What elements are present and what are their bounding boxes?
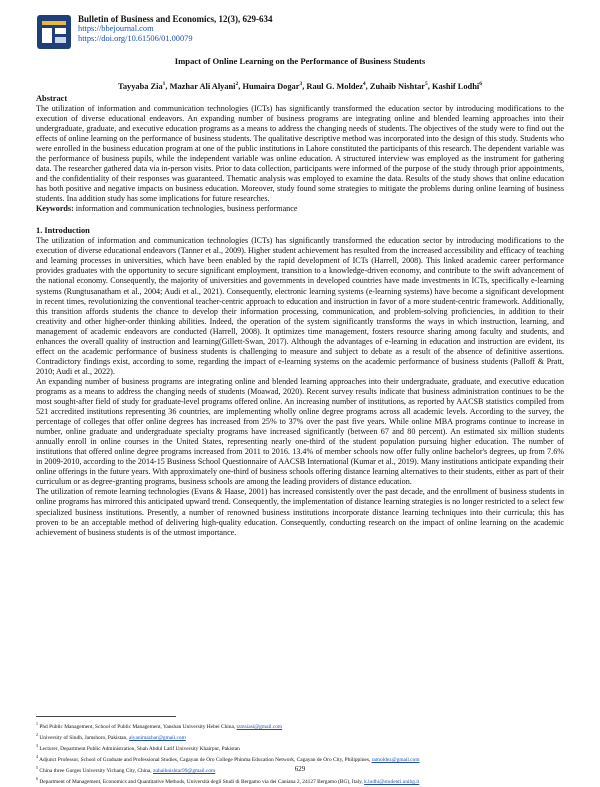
footnote: $^6$ Department of Management, Economics and Quantitative Methods, Università degli Studi di Bergamo via dei Caniana 2, 24127 Bergamo (BG), Italy, k.lodhi@studenti.unibg.it (36, 776, 420, 786)
introduction-heading: 1. Introduction (36, 226, 90, 236)
footnote: $^4$ Adjunct Professor, School of Graduate and Professional Studies, Cagayan de Oro College Phinma Education Network, Cagayan de Oro City, Philippines, ramoldez@gmail.com (36, 754, 420, 764)
intro-paragraph-3: The utilization of remote learning technologies (Evans & Haase, 2001) has increased consistently over the past decade, and the enrollment of business students in online programs has mirrored this anticipated upward trend. Consequently, the implementation of distance learning strategies is no longer restricted to a select few specialized business institutions. Presently, a number of renowned business institutions incorporate distance learning techniques into their curricula; this has proven to be an acceptable method of delivering high-quality education. Consequently, conducting research on the impact of online learning on the academic achievement of business students is of the utmost importance. (36, 487, 564, 537)
abstract-text: The utilization of information and communication technologies (ICTs) has significantly transformed the education sector by introducing modifications to the execution of diverse educational endeavors. An expanding number of business programs are integrating online and blended learning approaches into their undergraduate, graduate, and executive education programs as a means to address the changing needs of students. The objectives of the study were to find out the effects of online learning on the performance of business students. The qualitative descriptive method was incorporated into the design of this study. Students who were enrolled in the business education program at one of the public institutions in Lahore constituted the participants of this research. The dependent variable was the performance of business pupils, while the independent variable was online education. A structured interview was employed as the instrument for gathering data. The researcher gathered data via in-person visits. Prior to data collection, participants were informed of the purpose of the study through prior appointments, and the confidentiality of their responses was guaranteed. Thematic analysis was employed to examine the data. Results of the study shows that online education has both positive and negative impacts on business education. Moreover, study found some strategies to mitigate the problems during online learning of business students. Ina addition study has some implications for future researches. (36, 103, 564, 204)
email-link[interactable]: k.lodhi@studenti.unibg.it (364, 779, 420, 786)
keywords-label: Keywords: (36, 204, 74, 214)
paper-title: Impact of Online Learning on the Performance of Business Students (174, 56, 426, 66)
author-mark: 3 (299, 81, 303, 87)
header-lines (78, 14, 273, 44)
footnote: $^3$ Lecturer, Department Public Administration, Shah Abdul Latif University Khairpur, Pakistan (36, 743, 240, 752)
footnote-divider (36, 716, 176, 717)
author-mark: 1 (162, 81, 166, 87)
doi-link[interactable]: https://doi.org/10.61506/01.00079 (78, 34, 193, 43)
journal-url-link[interactable]: https://bbejournal.com (78, 24, 154, 33)
email-link[interactable]: zuhaibnishtar99@gmail.com (152, 768, 216, 775)
author-name: Humaira Dogar (242, 81, 300, 91)
author-name: Kashif Lodhi (431, 81, 480, 91)
page-number: 629 (294, 765, 306, 773)
abstract-heading: Abstract (36, 93, 68, 103)
intro-paragraph-2: An expanding number of business programs are integrating online and blended learning approaches into their undergraduate, graduate, and executive education programs as a means to address the changing needs of students (Moawad, 2020). Recent survey results indicate that business administration continues to be the most sought-after field of study for graduate-level programs offered online. An increasing number of institutions, as reported by AACSB statistics compiled from 521 accredited institutions representing 36 countries, are implementing wholly online degree programs across all academic levels. According to the survey, the percentage of colleges that offer online degrees has increased from 25% to 37% over the past five years. While online MBA programs continue to increase in number, online graduate and undergraduate specialty programs have increased significantly (between 67 and 80 percent). An estimated six million students annually enroll in online courses in the United States, representing nearly one-third of the student population pursuing higher education. The number of institutions that offered online degree programs increased from 2011 to 2016. 13.4% of member schools now offer fully online bachelor's degrees, up from 7.6% in 2009-2010, according to the 2014-15 Business School Questionnaire of AACSB International (Kumar et al., 2019). Many institutions anticipate expanding their online offerings in the future years. With approximately one-third of business schools offering distance learning alternatives to their students, either as part of their curriculum or as degree-granting programs, business schools are among the leading providers of distance education. (36, 376, 564, 487)
author-name: Mazhar Ali Alyani (169, 81, 236, 91)
journal-logo-icon (36, 14, 72, 50)
footnote: $^5$ China three Gorges University Yichang City, China, zuhaibnishtar99@gmail.com (36, 765, 216, 775)
author-name: Tayyaba Zia (118, 81, 163, 91)
author-mark: 5 (425, 81, 428, 87)
author-mark: 6 (479, 81, 482, 87)
keywords (36, 204, 564, 214)
author-list: Tayyaba Zia$^1$, Mazhar Ali Alyani$^2$, Humaira Dogar$^3$, Raul G. Moldez$^4$, Zuhaib Nishtar$^5$, Kashif Lodhi$^6$ (118, 81, 482, 91)
footnote: $^1$ Phd Public Management, School of Public Management, Yanshan University Hebei China, tzmsiasi@gmail.com (36, 721, 283, 730)
journal-citation: Bulletin of Business and Economics, 12(3), 629-634 (78, 14, 273, 24)
author-name: Zuhaib Nishtar (369, 81, 426, 91)
author-mark: 2 (235, 81, 239, 87)
email-link[interactable]: alyanimazhar@gmail.com (128, 734, 186, 741)
email-link[interactable]: ramoldez@gmail.com (371, 757, 420, 764)
footnote: $^2$ University of Sindh, Jamshoro, Pakistan, alyanimazhar@gmail.com (36, 732, 186, 741)
journal-header (36, 14, 564, 54)
author-mark: 4 (362, 81, 366, 87)
keywords-text: information and communication technologies, business performance (75, 204, 298, 214)
intro-paragraph-1: The utilization of information and communication technologies (ICTs) has significantly transformed the education sector by introducing modifications to the execution of diverse educational endeavors (Tanner et al., 2009). Higher student achievement has resulted from the increased accessibility and efficacy of teaching and learning processes in universities, which have been enabled by the rapid development of ICTs (Harrell, 2008). This linked academic career performance provides graduates with the opportunity to secure significant employment, transition to a knowledge-driven economy, and contribute to the swift advancement of the national economy. Consequently, the majority of universities and governments in developed countries have made investments in ICTs, specifically e-learning systems (Rungtusanatham et al., 2004; Audi et al., 2021). Consequently, electronic learning systems (e-learning systems) have become a significant development in recent times, revolutionizing the conventional teacher-centric approach to education and instruction in favor of a more student-centric framework. Additionally, this transition affords students the chance to develop their information processing, communication, and problem-solving proficiencies, in addition to their creativity and other higher-order thinking abilities. Indeed, the operation of the system significantly transforms the ways in which instruction, learning, and management of academic endeavors are conducted (Harrell, 2008). It optimizes time management, fosters resource sharing among faculty and students, and enhances the overall quality of instruction and learning(Gillett-Swan, 2017). Although the advantages of e-learning in education and instruction are evident, its effect on the academic performance of business students is challenging to measure and subject to debate as a result of the absence of definitive assertions. Contradictory findings exist, according to some, regarding the impact of e-learning systems on the academic performance of business students (Palloff & Pratt, 2010; Audi et al., 2022). (36, 236, 564, 376)
author-name: Raul G. Moldez (306, 81, 363, 91)
email-link[interactable]: tzmsiasi@gmail.com (236, 723, 283, 730)
